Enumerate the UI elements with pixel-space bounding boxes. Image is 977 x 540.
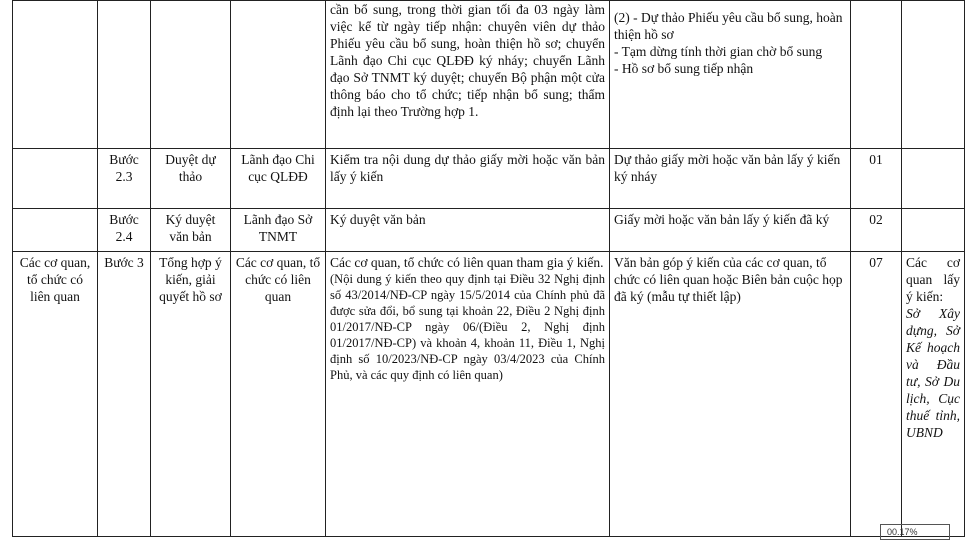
step-label: Bước 3 — [98, 252, 151, 537]
step-label: Bước 2.3 — [98, 149, 151, 209]
task-label: Ký duyệt văn bản — [151, 209, 231, 252]
unit-cell — [13, 1, 98, 149]
actor-label: Các cơ quan, tổ chức có liên quan — [231, 252, 326, 537]
table-row-step-2-3 — [13, 149, 965, 209]
time-value: 07 — [851, 252, 902, 537]
content-text: Ký duyệt văn bản — [326, 209, 610, 252]
note-italic: Sở Xây dựng, Sở Kế hoạch và Đầu tư, Sở Du lịch, Cục thuế tỉnh, UBND — [906, 306, 960, 440]
table-row-continuation — [13, 1, 965, 149]
table-row-step-2-4 — [13, 209, 965, 252]
procedure-table — [12, 0, 965, 537]
task-label: Duyệt dự thảo — [151, 149, 231, 209]
legal-basis-note: (Nội dung ý kiến theo quy định tại Điều 32 Nghị định số 43/2014/NĐ-CP ngày 15/5/2014 của Chính phủ đã được sửa đổi, bổ sung tại khoản 22, Điều 2 Nghị định 01/2017/NĐ-CP ngày 06/(Điều 2, Nghị định 01/2017/NĐ-CP) và khoản 4, khoản 11, Điều 1, Nghị định số 10/2023/NĐ-CP ngày 03/4/2023 của Chính Phủ, và các quy định có liên quan) — [330, 272, 605, 382]
unit-cell — [13, 149, 98, 209]
content-text: cần bổ sung, trong thời gian tối đa 03 ngày làm việc kể từ ngày tiếp nhận: chuyên viên dự thảo Phiếu yêu cầu bổ sung, hoàn thiện hồ sơ; chuyển Lãnh đạo Chi cục QLĐĐ ký nháy; chuyển Lãnh đạo Sở TNMT ký duyệt; chuyển Bộ phận một cửa thông báo cho tổ chức; tiếp nhận bổ sung; thẩm định lại theo Trường hợp 1. — [330, 2, 605, 119]
actor-label: Lãnh đạo Sở TNMT — [231, 209, 326, 252]
result-line: - Hồ sơ bổ sung tiếp nhận — [614, 61, 754, 76]
note-cell — [902, 252, 965, 537]
result-line: (2) - Dự thảo Phiếu yêu cầu bổ sung, hoàn thiện hồ sơ — [614, 10, 843, 42]
result-text: Dự thảo giấy mời hoặc văn bản lấy ý kiến ký nháy — [610, 149, 851, 209]
note-cell — [902, 149, 965, 209]
note-cell — [902, 209, 965, 252]
content-cell — [326, 1, 610, 149]
content-text: Kiểm tra nội dung dự thảo giấy mời hoặc văn bản lấy ý kiến — [326, 149, 610, 209]
unit-label: Các cơ quan, tổ chức có liên quan — [13, 252, 98, 537]
task-label: Tổng hợp ý kiến, giải quyết hồ sơ — [151, 252, 231, 537]
content-main: Các cơ quan, tổ chức có liên quan tham gia ý kiến. — [330, 255, 604, 270]
unit-cell — [13, 209, 98, 252]
result-text: Giấy mời hoặc văn bản lấy ý kiến đã ký — [610, 209, 851, 252]
step-label: Bước 2.4 — [98, 209, 151, 252]
result-line: - Tạm dừng tính thời gian chờ bổ sung — [614, 44, 823, 59]
result-cell — [610, 1, 851, 149]
time-value: 02 — [851, 209, 902, 252]
result-text: Văn bản góp ý kiến của các cơ quan, tổ chức có liên quan hoặc Biên bản cuộc họp đã ký (mẫu tự thiết lập) — [610, 252, 851, 537]
note-plain: Các cơ quan lấy ý kiến: — [906, 255, 960, 304]
time-value: 01 — [851, 149, 902, 209]
note-cell — [902, 1, 965, 149]
step-cell — [98, 1, 151, 149]
task-cell — [151, 1, 231, 149]
content-cell — [326, 252, 610, 537]
page-badge: 00.17% — [880, 524, 950, 540]
table-row-step-3 — [13, 252, 965, 537]
time-cell — [851, 1, 902, 149]
actor-cell — [231, 1, 326, 149]
actor-label: Lãnh đạo Chi cục QLĐĐ — [231, 149, 326, 209]
